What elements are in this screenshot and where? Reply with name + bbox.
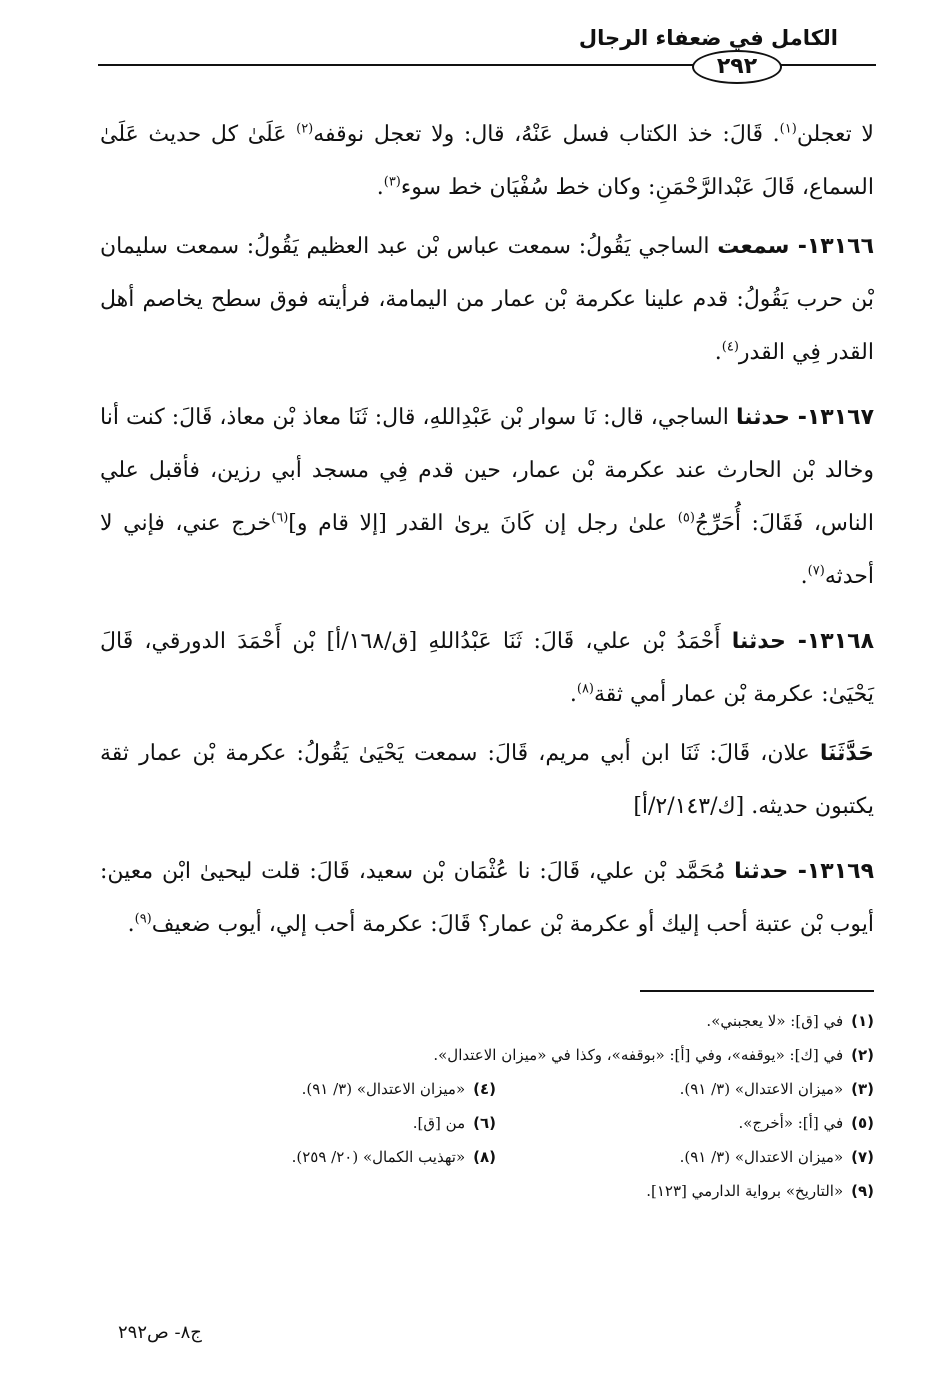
paragraph — [100, 845, 874, 951]
footnote-row — [100, 1038, 874, 1072]
footnote-text: في [ق]: «لا يعجبني». — [706, 1012, 844, 1030]
footnote-number: (١) — [851, 1012, 874, 1030]
footnote-row — [100, 1106, 874, 1140]
footnote-number: (٧) — [851, 1148, 874, 1166]
footnote-number: (٦) — [473, 1114, 496, 1132]
volume-page-ref: ج٨- ص٢٩٢ — [118, 1322, 202, 1343]
footnote-number: (٨) — [473, 1148, 496, 1166]
text-run: . — [376, 175, 384, 200]
footnote-number: (٣) — [851, 1080, 874, 1098]
footnote-marker: (١) — [779, 121, 797, 137]
footnote-text: «ميزان الاعتدال» (٣/ ٩١). — [301, 1080, 466, 1098]
text-run: أَحْمَدُ بْن علي، قَالَ: ثَنَا عَبْدُاللهِ [ق/١٦٨/أ] بْن أَحْمَدَ الدورقي، قَالَ يَحْيَىٰ: عكرمة بْن عمار أمي ثقة — [100, 629, 874, 707]
footnote-text: في [ك]: «يوقفه»، وفي [أ]: «بوقفه»، وكذا في «ميزان الاعتدال». — [433, 1046, 844, 1064]
footnote — [433, 1038, 874, 1072]
footnote — [496, 1106, 874, 1140]
footnote-row — [100, 1140, 874, 1174]
footnote — [118, 1106, 496, 1140]
text-run: علان، قَالَ: ثَنَا ابن أبي مريم، قَالَ: سمعت يَحْيَىٰ يَقُولُ: عكرمة بْن عمار ثقة يكتبون حديثه. [ك/٢/١٤٣/أ] — [100, 741, 874, 819]
book-title: الكامل في ضعفاء الرجال — [578, 26, 838, 50]
footnote — [118, 1072, 496, 1106]
text-run: . — [569, 682, 577, 707]
footnote-marker: (٢) — [296, 121, 314, 137]
text-run: . — [800, 564, 808, 589]
main-text — [100, 108, 874, 957]
entry-number: ١٣١٦٦- — [789, 234, 874, 259]
footnote — [118, 1140, 496, 1174]
page-number: ٢٩٢ — [692, 50, 782, 84]
entry-number: ١٣١٦٧- — [790, 405, 875, 430]
entry-number: ١٣١٦٨- — [785, 629, 874, 654]
footnote-text: في [أ]: «أخرج». — [738, 1114, 844, 1132]
paragraph — [100, 391, 874, 603]
narration-keyword: سمعت — [717, 234, 790, 259]
footnote-text: «تهذيب الكمال» (٢٠/ ٢٥٩). — [291, 1148, 466, 1166]
footnote — [646, 1174, 874, 1208]
footnote — [706, 1004, 874, 1038]
footnote-number: (٢) — [851, 1046, 874, 1064]
narration-keyword: حدثنا — [731, 629, 786, 654]
footnote-text: «ميزان الاعتدال» (٣/ ٩١). — [679, 1080, 844, 1098]
footnote-row — [100, 1004, 874, 1038]
text-run: . قَالَ: خذ الكتاب فسل عَنْهُ، قال: ولا تعجل نوقفه — [313, 122, 780, 147]
text-run: عَلَىٰ كل حديث عَلَىٰ السماع، قَالَ عَبْدالرَّحْمَنِ: وكان خط سُفْيَان خط سوء — [100, 122, 874, 200]
text-run: خرج عني، فإني لا أحدثه — [100, 511, 874, 589]
narration-keyword: حَدَّثَنَا — [819, 741, 874, 766]
text-run: لا تعجلن — [796, 122, 874, 147]
footnote-row — [100, 1072, 874, 1106]
narration-keyword: حدثنا — [734, 859, 789, 884]
footnote-number: (٩) — [851, 1182, 874, 1200]
entry-number: ١٣١٦٩- — [788, 859, 874, 884]
text-run: . — [127, 912, 135, 937]
footnote-marker: (٤) — [721, 339, 739, 355]
text-run: الساجي يَقُولُ: سمعت عباس بْن عبد العظيم يَقُولُ: سمعت سليمان بْن حرب يَقُولُ: قدم علينا عكرمة بْن عمار من اليمامة، فرأيته فوق سطح يخاصم أهل القدر فِي القدر — [100, 234, 874, 365]
paragraph — [100, 615, 874, 721]
footnote-text: «التاريخ» برواية الدارمي [١٢٣]. — [646, 1182, 844, 1200]
footnote — [496, 1140, 874, 1174]
footnote-marker: (٩) — [134, 911, 152, 927]
footnotes — [100, 1004, 874, 1208]
footnote-marker: (٦) — [271, 510, 289, 526]
footnote-row — [100, 1174, 874, 1208]
footnote-marker: (٥) — [677, 510, 695, 526]
footnote — [496, 1072, 874, 1106]
text-run: مُحَمَّد بْن علي، قَالَ: نا عُثْمَان بْن سعيد، قَالَ: قلت ليحيىٰ ابْن معين: أيوب بْن عتبة أحب إليك أو عكرمة بْن عمار؟ قَالَ: عكرمة أحب إلي، أيوب ضعيف — [100, 859, 874, 937]
footnote-marker: (٨) — [576, 681, 594, 697]
narration-keyword: حدثنا — [735, 405, 791, 430]
text-run: . — [714, 340, 722, 365]
paragraph — [100, 108, 874, 214]
footnote-number: (٤) — [473, 1080, 496, 1098]
text-run: الساجي، قال: نَا سوار بْن عَبْدِاللهِ، قال: ثَنَا معاذ بْن معاذ، قَالَ: كنت أنا وخالد بْن الحارث عند عكرمة بْن عمار، حين قدم فِي مسجد أبي رزين، فأقبل علي الناس، فَقَالَ: أُحَرِّجُ — [100, 405, 875, 536]
footnote-marker: (٣) — [383, 174, 401, 190]
paragraph — [100, 727, 874, 833]
paragraph — [100, 220, 874, 379]
footnote-rule — [640, 990, 874, 992]
footnote-text: من [ق]. — [412, 1114, 466, 1132]
text-run: علىٰ رجل إن كَانَ يرىٰ القدر [إلا قام و] — [288, 511, 678, 536]
footnote-number: (٥) — [851, 1114, 874, 1132]
footnote-text: «ميزان الاعتدال» (٣/ ٩١). — [679, 1148, 844, 1166]
footnote-marker: (٧) — [807, 563, 825, 579]
